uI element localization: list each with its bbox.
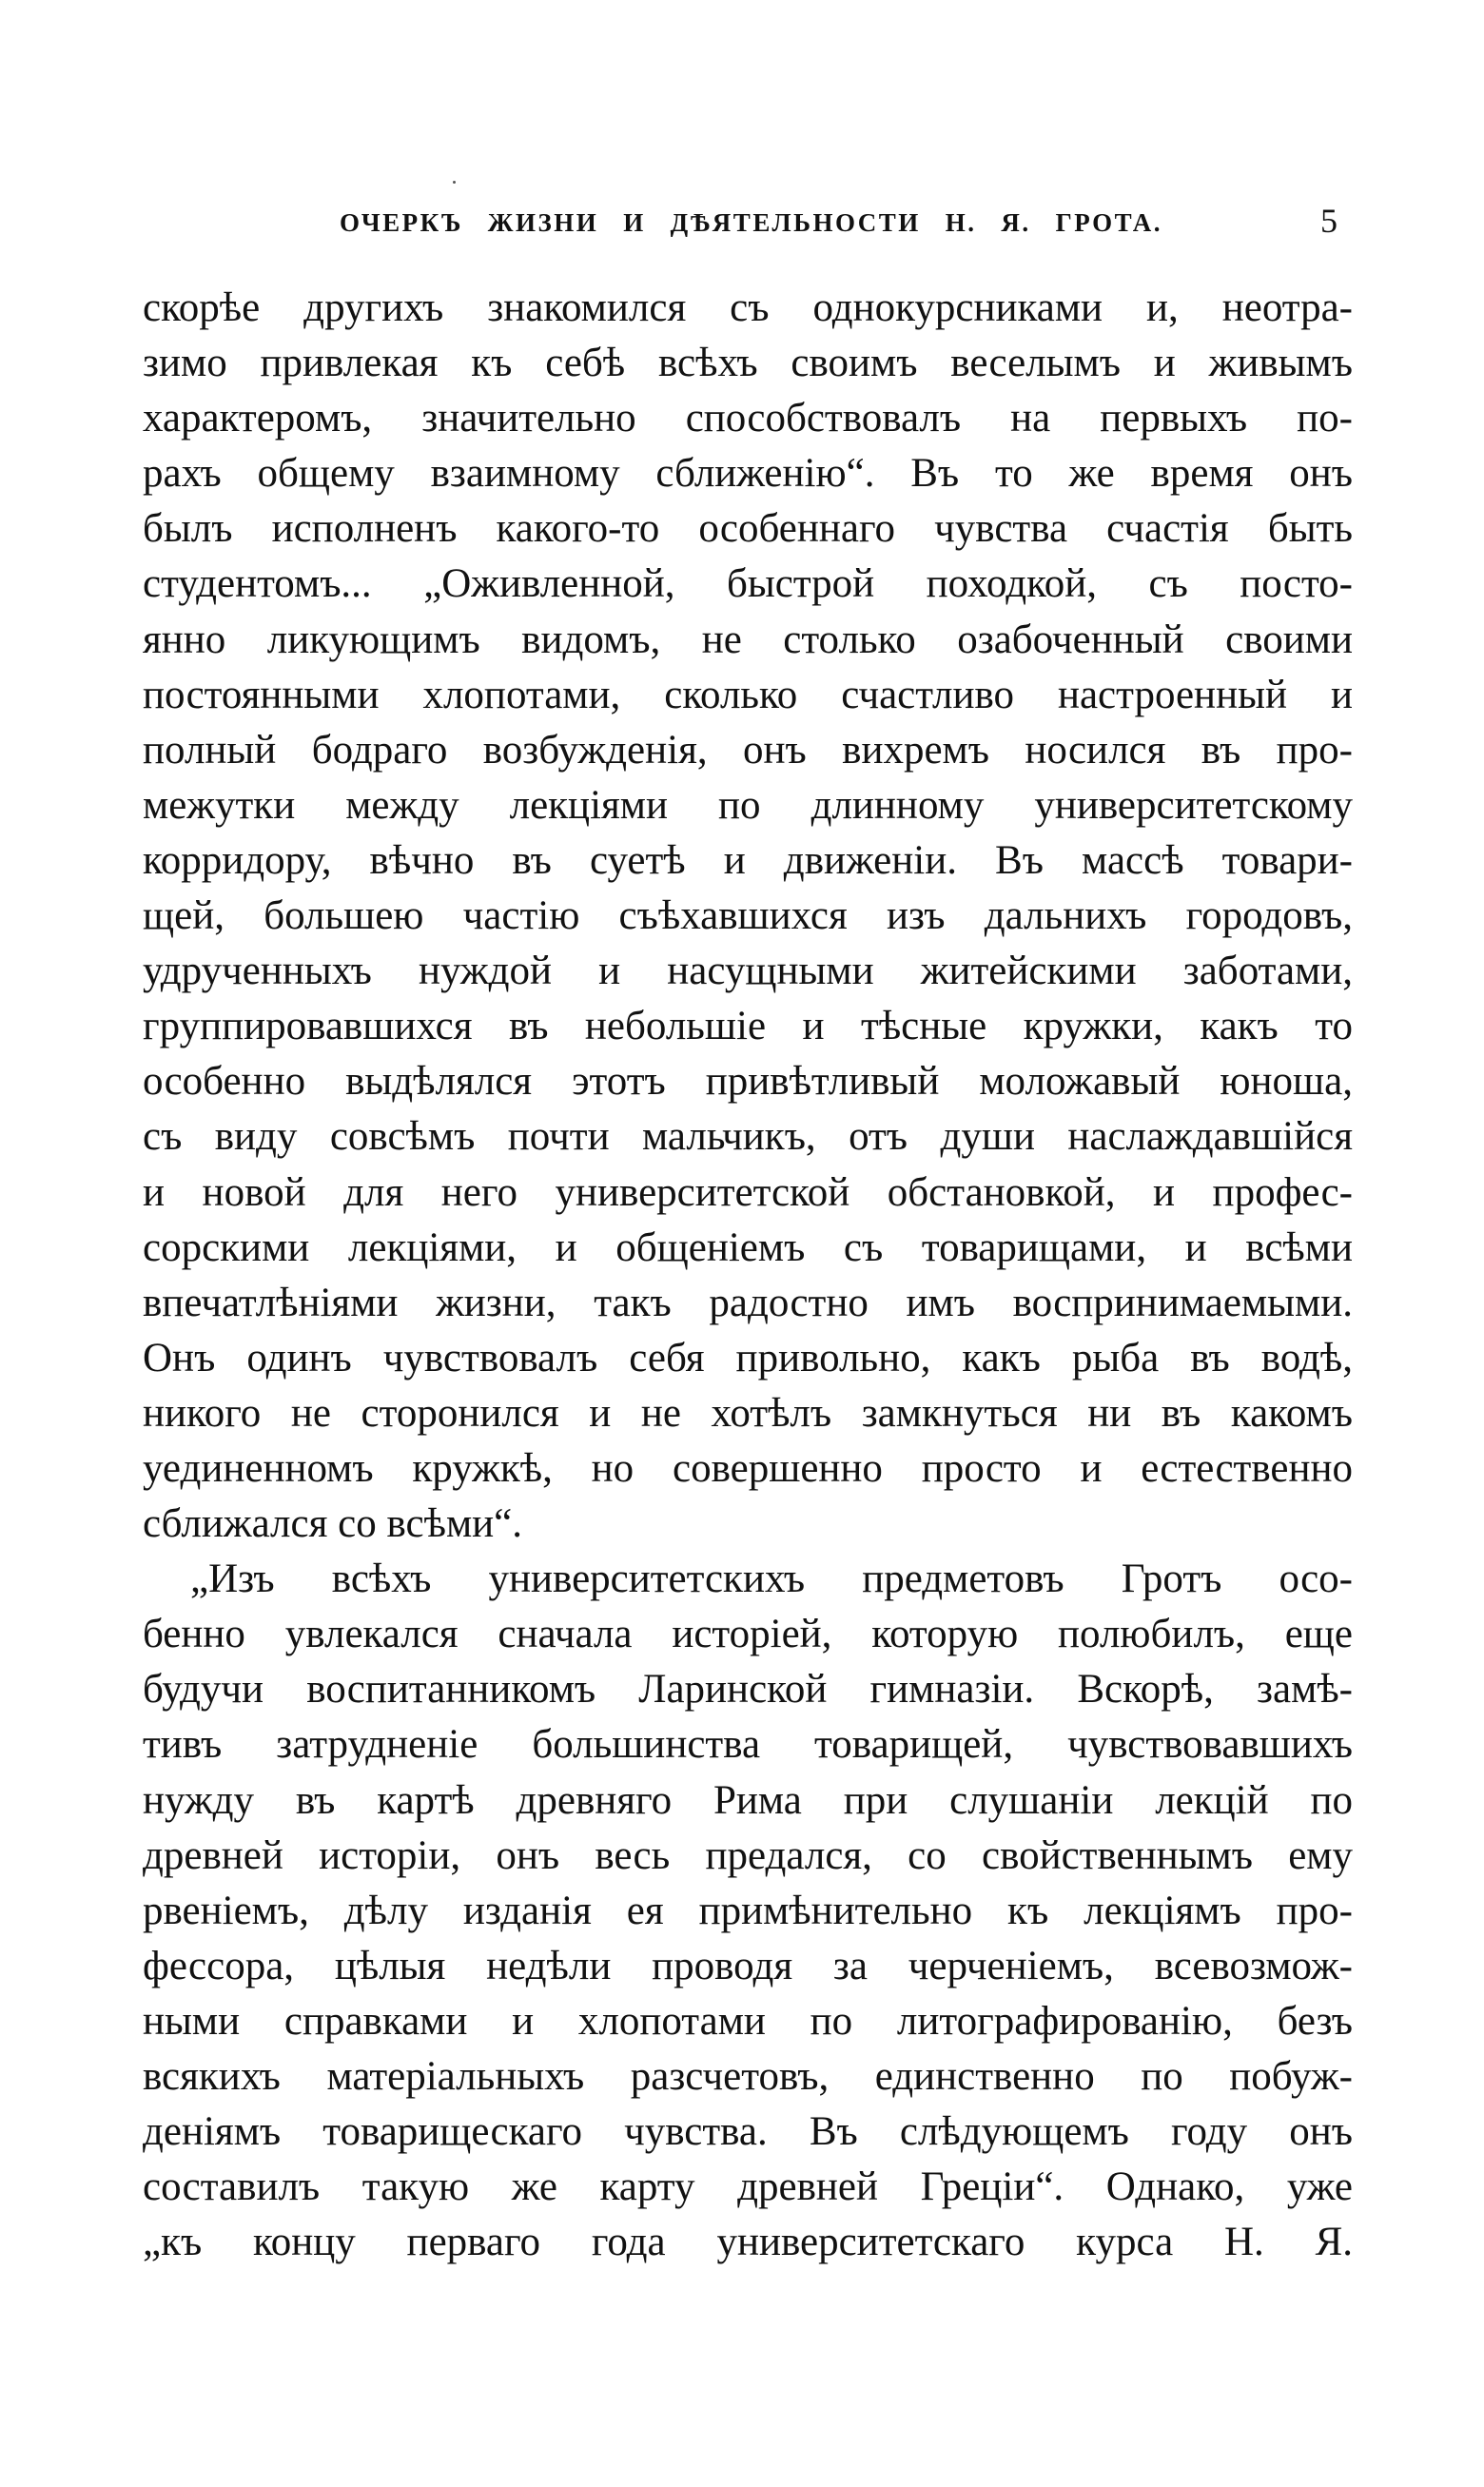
text-line: древней исторіи, онъ весь предался, со свойственнымъ ему (143, 1832, 1353, 1878)
paragraph (143, 1552, 1353, 2270)
text-line: зимо привлекая къ себѣ всѣхъ своимъ веселымъ и живымъ (143, 341, 1353, 386)
text-line: и новой для него университетской обстановкой, и профес- (143, 1169, 1353, 1215)
page-number: 5 (1320, 202, 1338, 240)
text-line: студентомъ... „Оживленной, быстрой походкой, съ посто- (143, 561, 1353, 607)
text-line: всякихъ матеріальныхъ разсчетовъ, единственно по побуж- (143, 2054, 1353, 2099)
text-line: скорѣе другихъ знакомился съ однокурсниками и, неотра- (143, 285, 1353, 330)
text-line: характеромъ, значительно способствовалъ на первыхъ по- (143, 396, 1353, 441)
text-line: рвеніемъ, дѣлу изданія ея примѣнительно къ лекціямъ про- (143, 1888, 1353, 1933)
text-line: уединенномъ кружкѣ, но совершенно просто и естественно (143, 1445, 1353, 1491)
text-line: тивъ затрудненіе большинства товарищей, чувствовавшихъ (143, 1722, 1353, 1768)
text-line: рахъ общему взаимному сближенію“. Въ то же время онъ (143, 451, 1353, 497)
text-line: съ виду совсѣмъ почти мальчикъ, отъ души наслаждавшійся (143, 1114, 1353, 1160)
text-line: щей, большею частію съѣхавшихся изъ дальнихъ городовъ, (143, 893, 1353, 939)
text-line: „Изъ всѣхъ университетскихъ предметовъ Гротъ осо- (190, 1557, 1353, 1602)
running-header: ОЧЕРКЪ ЖИЗНИ И ДѢЯТЕЛЬНОСТИ Н. Я. ГРОТА. (340, 208, 1162, 237)
text-line: „къ концу перваго года университетскаго курса Н. Я. (143, 2220, 1353, 2265)
text-line: полный бодраго возбужденія, онъ вихремъ носился въ про- (143, 727, 1353, 773)
text-line: удрученныхъ нуждой и насущными житейскими заботами, (143, 949, 1353, 994)
text-line: особенно выдѣлялся этотъ привѣтливый моложавый юноша, (143, 1059, 1353, 1105)
text-line: фессора, цѣлыя недѣли проводя за черченіемъ, всевозмож- (143, 1943, 1353, 1988)
text-line: будучи воспитанникомъ Ларинской гимназіи. Вскорѣ, замѣ- (143, 1667, 1353, 1713)
text-line: составилъ такую же карту древней Греціи“. Однако, уже (143, 2164, 1353, 2210)
text-line: деніямъ товарищескаго чувства. Въ слѣдующемъ году онъ (143, 2109, 1353, 2155)
text-line: Онъ одинъ чувствовалъ себя привольно, какъ рыба въ водѣ, (143, 1335, 1353, 1381)
text-line: нужду въ картѣ древняго Рима при слушаніи лекцій по (143, 1777, 1353, 1823)
text-line: корридору, вѣчно въ суетѣ и движеніи. Въ массѣ товари- (143, 837, 1353, 883)
text-line: впечатлѣніями жизни, такъ радостно имъ воспринимаемыми. (143, 1280, 1353, 1325)
text-line: янно ликующимъ видомъ, не столько озабоченный своими (143, 617, 1353, 662)
text-line: группировавшихся въ небольшіе и тѣсные кружки, какъ то (143, 1004, 1353, 1049)
text-line: ными справками и хлопотами по литографированію, безъ (143, 1998, 1353, 2044)
text-line: никого не сторонился и не хотѣлъ замкнуться ни въ какомъ (143, 1390, 1353, 1436)
text-line: бенно увлекался сначала исторіей, которую полюбилъ, еще (143, 1612, 1353, 1657)
body-text (143, 281, 1353, 2270)
text-line: сближался со всѣми“. (143, 1501, 523, 1547)
text-line: былъ исполненъ какого-то особеннаго чувства счастія быть (143, 506, 1353, 552)
text-line: сорскими лекціями, и общеніемъ съ товарищами, и всѣми (143, 1224, 1353, 1270)
scan-speck (453, 181, 456, 184)
text-line: межутки между лекціями по длинному университетскому (143, 782, 1353, 828)
text-line: постоянными хлопотами, сколько счастливо настроенный и (143, 672, 1353, 717)
paragraph (143, 281, 1353, 1552)
